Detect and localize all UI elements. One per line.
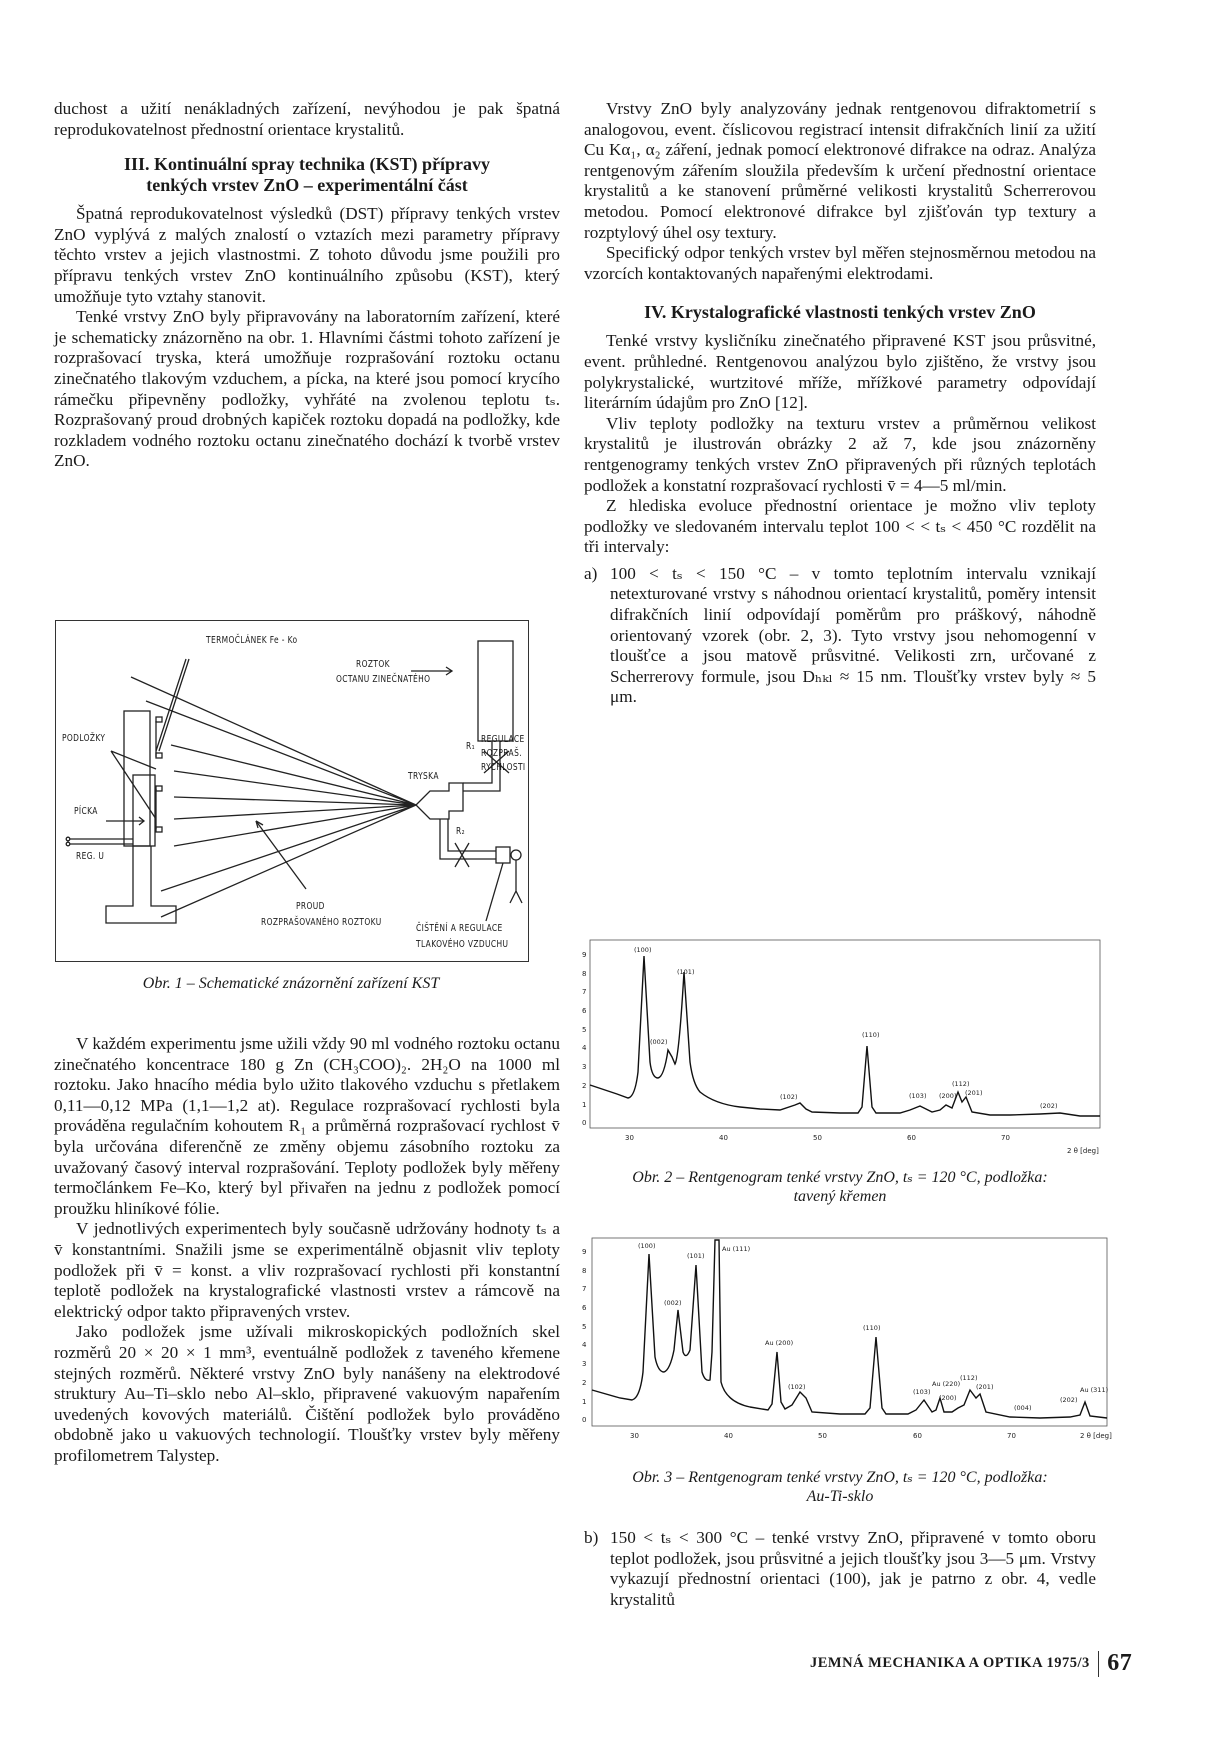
page-footer xyxy=(810,1650,1132,1677)
section-4-heading: IV. Krystalografické vlastnosti tenkých vrstev ZnO xyxy=(644,302,1036,323)
xrd-curve xyxy=(592,1240,1107,1418)
label-solution: ROZTOK xyxy=(356,659,390,670)
svg-text:2: 2 xyxy=(582,1379,587,1387)
paragraph: Špatná reprodukovatelnost výsledků (DST) přípravy tenkých vrstev ZnO vyplývá z malých znalostí o vztazích mezi parametry přípravy těchto vrstev a jejich vlastnostmi. Z tohoto důvodu jsme použili pro přípravu tenkých vrstev ZnO kontinuálního způsobu (KST), který umožňuje tyto vztahy stanovit. xyxy=(54,204,560,306)
peak-labels xyxy=(638,1242,1108,1412)
footer-divider xyxy=(1098,1651,1100,1677)
paragraph: Jako podložek jsme užívali mikroskopických podložních skel rozměrů 20 × 20 × 1 mm³, eventuálně podložek z taveného křemene stejných rozměrů. Některé vrstvy ZnO byly nanášeny na elektrodové struktury Au–Ti–sklo nebo Al–sklo, připravené vakuovým napařením uvedených kovových materiálů. Čištění podložek bylo prováděno obdobně jako u vakuových technologií. Tloušťky vrstev byly měřeny profilometrem Talystep. xyxy=(54,1322,560,1465)
right-column xyxy=(584,99,1096,708)
paragraph: Tenké vrstvy kysličníku zinečnatého připravené KST jsou průsvitné, event. průhledné. Rentgenovou analýzou bylo zjištěno, že vrstvy jsou polykrystalické, wurtzitové mříže, mřížkové parametry odpovídají literárním údajům pro ZnO [12]. xyxy=(584,331,1096,413)
svg-text:50: 50 xyxy=(813,1134,822,1142)
svg-text:(103): (103) xyxy=(909,1092,927,1100)
svg-text:4: 4 xyxy=(582,1341,587,1349)
svg-text:5: 5 xyxy=(582,1323,587,1331)
y-axis-ticks xyxy=(582,951,587,1127)
svg-text:(200): (200) xyxy=(939,1092,957,1100)
list-item-a: a) 100 < tₛ < 150 °C – v tomto teplotním intervalu vznikají netexturované vrstvy s náhodnou orientací krystalitů, poměry intensit difrakčních linií odpovídají poměrům pro práškový, náhodně orientovaný vzorek (obr. 2, 3). Tyto vrstvy jsou nehomogenní v tloušťce a jsou matově průsvitné. Velikosti zrn, určované z Scherrerovy formule, jsou Dₕₖₗ ≈ 15 nm. Tloušťky vrstev byly ≈ 5 μm. xyxy=(584,563,1096,707)
svg-text:(100): (100) xyxy=(634,946,652,954)
peak-labels xyxy=(634,946,1057,1110)
svg-text:60: 60 xyxy=(907,1134,916,1142)
y-axis-ticks xyxy=(582,1248,587,1424)
label-stream-2: ROZPRAŠOVANÉHO ROZTOKU xyxy=(261,917,382,928)
svg-text:2 θ [deg]: 2 θ [deg] xyxy=(1067,1147,1099,1155)
figure-1-caption: Obr. 1 – Schematické znázornění zařízení KST xyxy=(142,975,440,992)
svg-text:70: 70 xyxy=(1001,1134,1010,1142)
figure-2-xrd-chart xyxy=(580,932,1110,1157)
svg-text:Au (111): Au (111) xyxy=(722,1245,751,1253)
svg-text:9: 9 xyxy=(582,951,587,959)
svg-text:(112): (112) xyxy=(960,1374,978,1382)
svg-text:6: 6 xyxy=(582,1304,587,1312)
label-rate-regulation-2: ROZPRAŠ. xyxy=(481,748,522,759)
svg-text:Au (200): Au (200) xyxy=(765,1339,794,1347)
svg-text:(101): (101) xyxy=(687,1252,705,1260)
label-air-1: ČIŠTĚNÍ A REGULACE xyxy=(416,923,503,934)
svg-text:(110): (110) xyxy=(863,1324,881,1332)
paragraph: Tenké vrstvy ZnO byly připravovány na laboratorním zařízení, které je schematicky znázorněno na obr. 1. Hlavními částmi tohoto zařízení je rozprašovací tryska, která umožňuje rozprašování roztoku octanu zinečnatého tlakovým vzduchem, a pícka, na které jsou pomocí krycího rámečku připevněny podložky, vyhřáté na zvolenou teplotu tₛ. Rozprašovaný proud drobných kapiček roztoku dopadá na podložky, kde rozkladem vodného roztoku octanu zinečnatého dochází k tvorbě vrstev ZnO. xyxy=(54,307,560,471)
svg-text:0: 0 xyxy=(582,1416,587,1424)
svg-text:3: 3 xyxy=(582,1063,587,1071)
page-number: 67 xyxy=(1107,1650,1133,1676)
svg-text:Au (220): Au (220) xyxy=(932,1380,961,1388)
svg-text:2: 2 xyxy=(582,1082,587,1090)
svg-text:1: 1 xyxy=(582,1101,587,1109)
svg-text:(100): (100) xyxy=(638,1242,656,1250)
figure-1-diagram xyxy=(55,620,529,962)
paragraph: Vliv teploty podložky na texturu vrstev a průměrnou velikost krystalitů je ilustrován obrázky 2 až 7, kde jsou znázorněny rentgenogramy tenkých vrstev ZnO připravených při různých teplotách podložek a konstatní rozprašovací rychlosti v̄ = 4—5 ml/min. xyxy=(584,413,1096,495)
svg-text:(103): (103) xyxy=(913,1388,931,1396)
list-item-b: b) 150 < tₛ < 300 °C – tenké vrstvy ZnO, připravené v tomto oboru teplot podložek, jsou průsvitné a jejich tloušťky jsou 3—5 μm. Vrstvy vykazují přednostní orientaci (100), jak je patrno z obr. 4, vedle krystalitů xyxy=(584,1528,1096,1609)
svg-text:(112): (112) xyxy=(952,1080,970,1088)
svg-text:(002): (002) xyxy=(664,1299,682,1307)
svg-text:5: 5 xyxy=(582,1026,587,1034)
paragraph: duchost a užití nenákladných zařízení, nevýhodou je pak špatná reprodukovatelnost přednostní orientace krystalitů. xyxy=(54,99,560,139)
svg-text:(004): (004) xyxy=(1014,1404,1032,1412)
label-rate-regulation-1: REGULACE xyxy=(481,734,525,745)
left-column xyxy=(54,99,560,472)
paragraph: V každém experimentu jsme užili vždy 90 ml vodného roztoku octanu zinečnatého koncentrace 180 g Zn (CH₃COO)₂. 2H₂O na 1000 ml roztoku. Jako hnacího média bylo užito tlakového vzduchu s přetlakem 0,11—0,12 MPa (1,1—1,2 at). Regulace rozprašovací rychlosti byla prováděna regulačním kohoutem R₁ a průměrná rozprašovací rychlost v̄ byla určována diferenčně ze změny objemu zásobního roztoku za uvažovaný časový interval rozprašování. Teploty podložek byly měřeny termočlánkem Fe–Ko, který byl přivařen na jednu z podložek pomocí proužku hliníkové fólie. xyxy=(54,1034,560,1218)
svg-text:60: 60 xyxy=(913,1432,922,1440)
figure-3-xrd-chart xyxy=(580,1232,1115,1447)
svg-text:9: 9 xyxy=(582,1248,587,1256)
svg-text:40: 40 xyxy=(719,1134,728,1142)
svg-text:8: 8 xyxy=(582,970,587,978)
journal-name: JEMNÁ MECHANIKA A OPTIKA 1975/3 xyxy=(810,1654,1090,1671)
svg-text:(202): (202) xyxy=(1040,1102,1058,1110)
svg-text:70: 70 xyxy=(1007,1432,1016,1440)
label-thermocouple: TERMOČLÁNEK Fe - Ko xyxy=(206,635,298,646)
svg-text:3: 3 xyxy=(582,1360,587,1368)
svg-text:(101): (101) xyxy=(677,968,695,976)
paragraph: Vrstvy ZnO byly analyzovány jednak rentgenovou difraktometrií s analogovou, event. číslicovou registrací intensit difrakčních linií za užití Cu Kα₁, α₂ záření, jednak pomocí elektronové difrakce na odraz. Analýza rentgenovým zářením sloužila především k určení přednostní orientace krystalitů a ke stanovení průměrné velikosti krystalitů Scherrerovou metodou. Pomocí elektronové difrakce byl zjišťován typ textury a rozptylový úhel osy textury. xyxy=(584,99,1096,242)
paragraph: V jednotlivých experimentech byly současně udržovány hodnoty tₛ a v̄ konstantními. Snažili jsme se experimentálně objasnit vliv teploty podložek při v̄ = konst. a vliv rozprašovací rychlosti při konstantní teplotě podložek na krystalografické vlastnosti vrstev a rámcově na elektrický odpor takto připravených vrstev. xyxy=(54,1219,560,1321)
left-column-lower xyxy=(54,1034,560,1466)
label-r1: R₁ xyxy=(466,741,475,752)
label-air-2: TLAKOVÉHO VZDUCHU xyxy=(416,939,509,950)
label-substrates: PODLOŽKY xyxy=(62,733,106,744)
label-reg-u: REG. U xyxy=(76,851,105,862)
svg-text:30: 30 xyxy=(630,1432,639,1440)
svg-text:40: 40 xyxy=(724,1432,733,1440)
xrd-curve xyxy=(590,956,1100,1116)
svg-text:(201): (201) xyxy=(965,1089,983,1097)
svg-text:6: 6 xyxy=(582,1007,587,1015)
right-column-lower xyxy=(584,1528,1096,1610)
svg-text:7: 7 xyxy=(582,988,587,996)
svg-text:7: 7 xyxy=(582,1285,587,1293)
svg-text:(202): (202) xyxy=(1060,1396,1078,1404)
svg-text:1: 1 xyxy=(582,1398,587,1406)
section-3-heading: III. Kontinuální spray technika (KST) přípravy tenkých vrstev ZnO – experimentální část xyxy=(123,154,491,196)
svg-text:2 θ [deg]: 2 θ [deg] xyxy=(1080,1432,1112,1440)
label-furnace: PÍCKA xyxy=(74,806,98,817)
x-axis-ticks xyxy=(630,1432,1112,1440)
svg-text:(102): (102) xyxy=(788,1383,806,1391)
label-r2: R₂ xyxy=(456,826,465,837)
svg-text:4: 4 xyxy=(582,1044,587,1052)
svg-text:(102): (102) xyxy=(780,1093,798,1101)
label-nozzle: TRYSKA xyxy=(408,771,439,782)
svg-text:(110): (110) xyxy=(862,1031,880,1039)
label-solution-2: OCTANU ZINEČNATÉHO xyxy=(336,674,431,685)
label-stream-1: PROUD xyxy=(296,901,325,912)
paragraph: Specifický odpor tenkých vrstev byl měřen stejnosměrnou metodou na vzorcích kontaktovaných napařenými elektrodami. xyxy=(584,243,1096,283)
paragraph: Z hlediska evoluce přednostní orientace je možno vliv teploty podložky ve sledovaném intervalu teplot 100 < < tₛ < 450 °C rozdělit na tři intervaly: xyxy=(584,496,1096,557)
figure-3-caption: Obr. 3 – Rentgenogram tenké vrstvy ZnO, tₛ = 120 °C, podložka: Au-Ti-sklo xyxy=(632,1469,1048,1505)
svg-text:(002): (002) xyxy=(650,1038,668,1046)
svg-text:30: 30 xyxy=(625,1134,634,1142)
spray-apparatus-schematic xyxy=(56,621,528,961)
x-axis-ticks xyxy=(625,1134,1099,1155)
svg-text:50: 50 xyxy=(818,1432,827,1440)
svg-text:Au (311): Au (311) xyxy=(1080,1386,1109,1394)
svg-text:(201): (201) xyxy=(976,1383,994,1391)
svg-text:8: 8 xyxy=(582,1267,587,1275)
svg-text:0: 0 xyxy=(582,1119,587,1127)
figure-2-caption: Obr. 2 – Rentgenogram tenké vrstvy ZnO, tₛ = 120 °C, podložka: tavený křemen xyxy=(632,1169,1048,1205)
label-rate-regulation-3: RYCHLOSTI xyxy=(481,762,526,773)
svg-text:(200): (200) xyxy=(939,1394,957,1402)
